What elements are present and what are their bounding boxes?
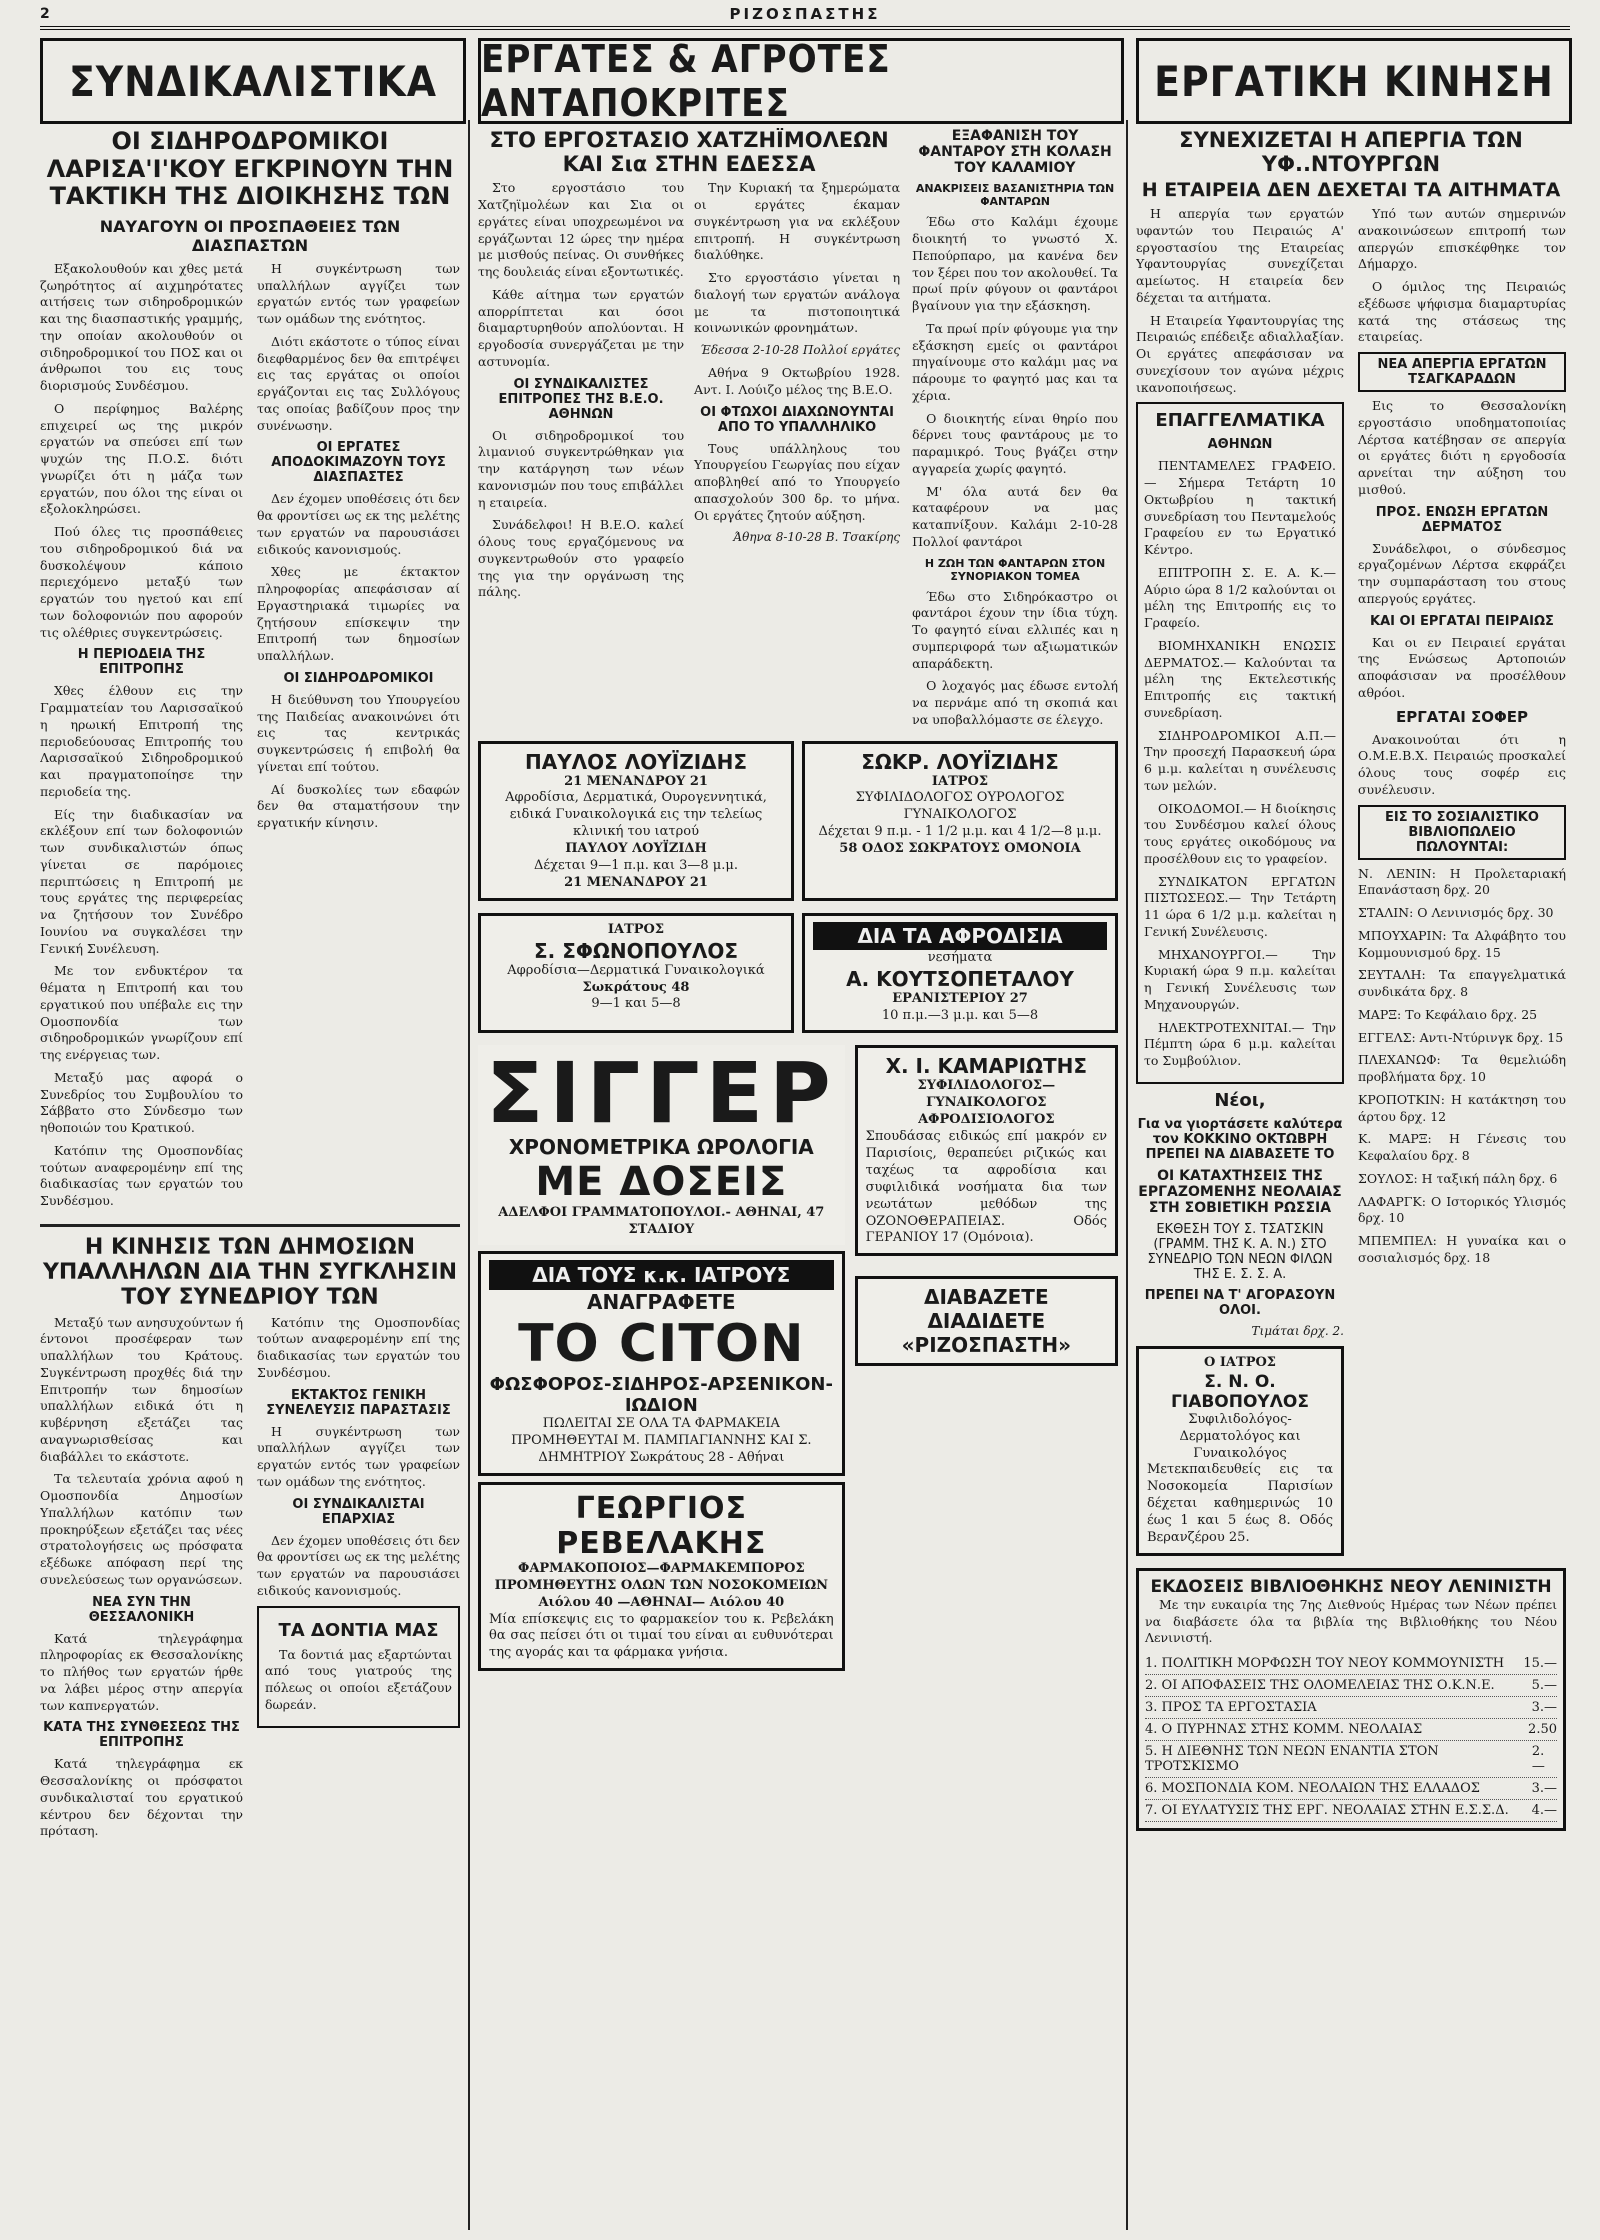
article-paragraph: Μεταξύ μας αφορά ο Συνεδρίος του Συμβουλίου το Σάββατο στο Σύνδεσμο των ηθοποιών του Κρατικού. [40,1069,243,1136]
library-item [1145,1675,1557,1697]
ad-address: 58 ΟΔΟΣ ΣΩΚΡΑΤΟΥΣ ΟΜΟΝΟΙΑ [839,841,1081,857]
article-paragraph: Οι σιδηροδρομικοί του λιμανιού συγκεντρώθηκαν για την κατάργηση των νέων κανονισμών που τους επιβάλλει η εταιρεία. [478,427,685,510]
ad-citon [478,1251,845,1476]
article-paragraph: Εξακολουθούν και χθες μετά ζωηρότητος αί αιχμηρότατες αιτήσεις των σιδηροδρομικών και της διασπαστικής γραμμής, την οποίαν ακολουθούν οι σιδηροδρομικοί του ΠΟΣ και οι άνθρωποι του εις τους διορισμούς Συνδέσμου. [40,260,243,394]
notice-item: ΕΠΙΤΡΟΠΗ Σ. Ε. Α. Κ.— Αύριο ώρα 8 1/2 καλούνται οι μέλη της Επιτροπής εις το Γραφείο. [1144,564,1336,631]
youth-all: ΠΡΕΠΕΙ ΝΑ Τ' ΑΓΟΡΑΣΟΥΝ ΟΛΟΙ. [1144,1287,1336,1318]
ad-text: ΙΑΤΡΟΣ [931,773,989,789]
book-entry: ΜΠΕΜΠΕΛ: Η γυναίκα και ο σοσιαλισμός δρχ. 18 [1358,1233,1566,1265]
ad-row-1 [478,735,1118,907]
ad-text: Ο ΙΑΤΡΟΣ [1204,1354,1276,1370]
book-entry: ΣΤΑΛΙΝ: Ο Λενινισμός δρχ. 30 [1358,905,1554,921]
ad-title: ΔΙΑ ΤΑ ΑΦΡΟΔΙΣΙΑ [813,922,1107,950]
ad-title: Σ. Ν. Ο. ΓΙΑΒΟΠΟΥΛΟΣ [1171,1371,1309,1412]
ad-text: ΠΡΟΜΗΘΕΥΤΑΙ Μ. ΠΑΜΠΑΓΙΑΝΝΗΣ ΚΑΙ Σ. ΔΗΜΗΤΡΙΟΥ Σωκράτους 28 - Αθήναι [511,1433,812,1465]
ad-hours: Δέχεται 9—1 π.μ. και 3—8 μ.μ. [534,857,738,873]
ad-text: ΔΙΑΔΙΔΕΤΕ [927,1309,1046,1334]
ad-address: ΕΡΑΝΙΣΤΕΡΙΟΥ 27 [892,990,1028,1006]
library-item-title: 6. ΜΟΣΠΟΝΔΙΑ ΚΟΜ. ΝΕΟΛΑΙΩΝ ΤΗΣ ΕΛΛΑΔΟΣ [1145,1781,1480,1797]
library-item-price: 15.— [1523,1656,1557,1672]
ad-title: ΣΩΚΡ. ΛΟΥΪΖΙΔΗΣ [861,749,1059,774]
library-item-price: 4.— [1531,1803,1557,1819]
ad-text: Αφροδίσια—Δερματικά Γυναικολογικά [507,962,765,978]
article-paragraph: Μ' όλα αυτά δεν θα καταφέρουν να μας καταπνίξουν. Καλάμι 2-10-28 Πολλοί φαντάροι [912,483,1118,549]
column-divider [1126,120,1128,2230]
article-paragraph: Η απεργία των εργατών υφαντών του Πειραιώς Α' εργοστασίου της Εταιρείας Υφαντουργίας συνεχίζεται αμείωτος. Η εταιρεία δεν δέχεται τα αιτήματα. [1136,206,1344,305]
ad-address: 21 ΜΕΝΑΝΔΡΟΥ 21 [564,773,708,789]
ad-title: Α. ΚΟΥΤΣΟΠΕΤΑΛΟΥ [846,966,1074,991]
notices-title: ΕΠΑΓΓΕΛΜΑΤΙΚΑ [1155,410,1325,432]
ad-text: Συφιλιδολόγος-Δερματολόγος και Γυναικολόγος [1179,1411,1301,1461]
ad-text: ΑΝΑΓΡΑΦΕΤΕ [587,1290,736,1315]
book-entry: ΕΓΓΕΛΣ: Αντι-Ντύρινγκ δρχ. 15 [1358,1029,1564,1045]
notice-item: ΗΛΕΚΤΡΟΤΕΧΝΙΤΑΙ.— Την Πέμπτη ώρα 6 μ.μ. καλείται το Συμβούλιον. [1144,1019,1336,1069]
ad-text: Μετεκπαιδευθείς εις τα Νοσοκομεία Παρισίων δέχεται καθημερινώς 10 έως 1 και 5 έως 8. Οδός Βερανζέρου 25. [1147,1462,1333,1545]
ad-sokr-louizidis [802,741,1118,901]
ad-text: ΠΑΥΛΟΥ ΛΟΥΪΖΙΔΗ [565,841,707,857]
library-editions [1136,1568,1566,1831]
section-subhead: ΚΑΤΑ ΤΗΣ ΣΥΝΘΕΣΕΩΣ ΤΗΣ ΕΠΙΤΡΟΠΗΣ [43,1720,240,1751]
article-paragraph: Χθες με έκτακτον πληροφορίας απεφάσισαν αί Εργαστηριακά τιμωρίες να ζητήσουν επίσκεψιν την Επιτροπή των δημοσίων υπαλλήλων. [257,564,460,664]
center-top-split [478,128,1118,735]
article-paragraph: Κατόπιν της Ομοσπονδίας τούτων αναφερομένην επί της διαδικασίας των εργατών του Συνδέσμου. [40,1142,243,1209]
book-entry: ΜΑΡΞ: Το Κεφάλαιο δρχ. 25 [1358,1006,1538,1022]
signature: Έδεσσα 2-10-28 Πολλοί εργάτες [700,343,901,358]
library-item [1145,1741,1557,1778]
ad-text: Σπουδάσας ειδικώς επί μακρόν εν Παρισίοις, θεραπεύει ριζικώς και ταχέως τα αφροδίσια και συφιλιδικά νοσήματα δια των νεωτάτων μεθόδων της ΟΖΟΝΟΘΕΡΑΠΕΙΑΣ. Οδός ΓΕΡΑΝΙΟΥ 17 (Ομόνοια). [865,1129,1107,1246]
ad-pavlos-louizidis [478,741,794,901]
article-paragraph: Αί δυσκολίες των εδαφών δεν θα σταματήσουν την εργατικήν κίνησιν. [257,781,460,831]
article-paragraph: Διότι εκάστοτε ο τύπος είναι διεφθαρμένος δεν θα επιτρέψει εις τας εργάτας οι οποίοι εργάζονται εις τας Συλλόγους τας οποίας βαδίζουν προς την συνένωσην. [257,333,460,433]
ad-title: Σ. ΣΦΩΝΟΠΟΥΛΟΣ [534,938,738,963]
article-paragraph: Συνάδελφοι, ο σύνδεσμος εργαζομένων Λέρτσα εκφράζει την συμπαράσταση του στους απεργούς εργάτες. [1358,540,1566,606]
article-paragraph: Ο λοχαγός μας έδωσε εντολή να περνάμε από τη σκοπιά και να υποβαλλόμαστε σε έλεγχο. [912,678,1118,727]
ad-read-rizospastis [855,1276,1118,1366]
article-paragraph: Η διεύθυνση του Υπουργείου της Παιδείας ανακοινώνει ότι εις τας κεντρικάς συγκεντρώσεις ή επιβολή θα γίνεται επί τούτου. [257,691,460,774]
left-bottom-split [40,1315,460,1847]
library-item [1145,1653,1557,1675]
library-item-title: 1. ΠΟΛΙΤΙΚΗ ΜΟΡΦΩΣΗ ΤΟΥ ΝΕΟΥ ΚΟΜΜΟΥΝΙΣΤΗ [1145,1656,1505,1672]
page-runner [40,6,1570,30]
notice-item: ΣΥΝΔΙΚΑΤΟΝ ΕΡΓΑΤΩΝ ΠΙΣΤΩΣΕΩΣ.— Την Τετάρτη 11 ώρα 6 1/2 μ.μ. καλείται η Γενική Συνέλευσις. [1144,873,1336,939]
ad-row-2 [478,907,1118,1040]
article-paragraph: Ο περίφημος Βαλέρης επιχειρεί ως της μικρόν εργατών να σπεύσει επί των ψυχών της Π.Ο.Σ. διότι γνωρίζει ότι η μάζα των εργατών, που όλοι της είναι οι εξολοκληρώσει. [40,400,243,517]
book-entry: ΛΑΦΑΡΓΚ: Ο Ιστορικός Υλισμός δρχ. 10 [1358,1193,1566,1226]
section-subhead: ΝΕΑ ΑΠΕΡΓΙΑ ΕΡΓΑΤΩΝ ΤΣΑΓΚΑΡΑΔΩΝ [1358,352,1566,392]
left-column [40,128,460,2228]
library-item [1145,1719,1557,1741]
ad-text: ΜΕ ΔΟΣΕΙΣ [535,1159,788,1206]
notices-subtitle: ΑΘΗΝΩΝ [1207,437,1273,453]
ad-title: ΠΑΥΛΟΣ ΛΟΥΪΖΙΔΗΣ [524,749,748,774]
book-list [1358,866,1566,1267]
notice-box [257,1606,460,1728]
center-a-split [478,180,900,607]
article-paragraph: Συνάδελφοι! Η Β.Ε.Ο. καλεί όλους τους εργαζόμενους να συγκεντρωθούν στο γραφείο της για την οργάνωση της πάλης. [478,517,685,600]
section-subhead: ΕΚΤΑΚΤΟΣ ΓΕΝΙΚΗ ΣΥΝΕΛΕΥΣΙΣ ΠΑΡΑΣΤΑΣΙΣ [266,1387,451,1418]
ad-text: ΦΑΡΜΑΚΟΠΟΙΟΣ—ΦΑΡΜΑΚΕΜΠΟΡΟΣ [518,1560,805,1576]
book-entry: Κ. ΜΑΡΞ: Η Γένεσις του Κεφαλαίου δρχ. 8 [1358,1131,1566,1164]
banner-left: ΣΥΝΔΙΚΑΛΙΣΤΙΚΑ [40,38,466,124]
divider [40,1224,460,1227]
left-headline: ΟΙ ΣΙΔΗΡΟΔΡΟΜΙΚΟΙ ΛΑΡΙΣΑ'Ι'ΚΟΥ ΕΓΚΡΙΝΟΥΝ ΤΗΝ ΤΑΚΤΙΚΗ ΤΗΣ ΔΙΟΙΚΗΣΗΣ ΤΩΝ [46,128,454,211]
article-paragraph: Έδω στο Σιδηρόκαστρο οι φαντάροι έχουν την ίδια τύχη. Το φαγητό είναι ελλιπές και η συμπεριφορά των αξιωματικών απαράδεκτη. [912,588,1118,671]
article-paragraph: Τους υπάλληλους του Υπουργείου Γεωργίας που είχαν αποβληθεί από το Υπουργείο απασχολούν 300 δρ. το μήνα. Οι εργάτες ζητούν αύξηση. [694,440,901,523]
ad-text: ΔΙΑΒΑΖΕΤΕ [924,1285,1049,1310]
article-paragraph: Με τον ενδυκτέρον τα θέματα η Επιτροπή και του εργατικού που υπέβαλε εις την Ομοσπονδία των σιδηροδρομικών γνωρίζουν επί της ενέργειας των. [40,963,243,1063]
section-subhead: ΟΙ ΣΥΝΔΙΚΑΛΙΣΤΑΙ ΕΠΑΡΧΙΑΣ [292,1496,425,1527]
page-number: 2 [40,6,50,22]
article-paragraph: Κατά τηλεγράφημα εκ Θεσσαλονίκης οι πρόσφατοι συνδικαλισταί του εργατικού κέντρου δεν δέχονται την πρόταση. [40,1756,243,1839]
column-divider [468,120,470,2230]
library-item [1145,1800,1557,1822]
section-subhead: ΚΑΙ ΟΙ ΕΡΓΑΤΑΙ ΠΕΙΡΑΙΩΣ [1370,613,1554,629]
section-subhead: ΑΝΑΚΡΙΣΕΙΣ ΒΑΣΑΝΙΣΤΗΡΙΑ ΤΩΝ ΦΑΝΤΑΡΩΝ [915,182,1115,209]
ad-address: Αιόλου 40 —ΑΘΗΝΑΙ— Αιόλου 40 [538,1594,785,1610]
ad-text: «ΡΙΖΟΣΠΑΣΤΗ» [901,1333,1071,1358]
paper-name: ΡΙΖΟΣΠΑΣΤΗΣ [729,5,881,23]
notice-item: ΟΙΚΟΔΟΜΟΙ.— Η διοίκησις του Συνδέσμου καλεί όλους τους εργάτες οικοδόμους να προσέλθουν εις το γραφείον. [1144,800,1336,866]
youth-book: ΟΙ ΚΑΤΑΧΤΗΣΕΙΣ ΤΗΣ ΕΡΓΑΖΟΜΕΝΗΣ ΝΕΟΛΑΙΑΣ ΣΤΗ ΣΟΒΙΕΤΙΚΗ ΡΩΣΣΙΑ [1138,1167,1342,1216]
article-paragraph: Ανακοινούται ότι η Ο.Μ.Ε.Β.Χ. Πειραιώς προσκαλεί όλους τους σοφέρ εις συνέλευσιν. [1358,731,1566,797]
article-paragraph: Η συγκέντρωση των υπαλλήλων αγγίζει των εργατών εντός των γραφείων των ομάδων της ενότητος. [257,1423,460,1489]
ad-kamariotis [855,1045,1118,1256]
book-entry: ΠΛΕΧΑΝΩΦ: Τα θεμελιώδη προβλήματα δρχ. 10 [1358,1052,1566,1085]
section-subhead: ΠΡΟΣ. ΕΝΩΣΗ ΕΡΓΑΤΩΝ ΔΕΡΜΑΤΟΣ [1375,504,1549,535]
article-paragraph: Τα πρωί πρίν φύγουμε για την εξάσκηση εμείς οι φαντάροι πηγαίνουμε στο καλάμι μας να πάρουμε το φαγητό μας και τα χέρια. [912,320,1118,403]
article-paragraph: Χθες έλθουν εις την Γραμματείαν του Λαρισσαϊκού η ηρωική Επιτροπή της περιοδεύουσας Επιτροπής του Λαρισσαϊκού Σιδηροδρομικού και πραγματοποίησε την περιοδεία της. [40,683,243,799]
book-entry: ΚΡΟΠΟΤΚΙΝ: Η κατάκτηση του άρτου δρχ. 12 [1358,1091,1566,1124]
right-headline: ΣΥΝΕΧΙΖΕΤΑΙ Η ΑΠΕΡΓΙΑ ΤΩΝ ΥΦ..ΝΤΟΥΡΓΩΝ [1179,128,1523,177]
library-item-title: 5. Η ΔΙΕΘΝΗΣ ΤΩΝ ΝΕΩΝ ΕΝΑΝΤΙΑ ΣΤΟΝ ΤΡΟΤΣΚΙΣΜΟ [1145,1744,1439,1775]
article-paragraph: Κατόπιν της Ομοσπονδίας τούτων αναφερομένην επί της διαδικασίας των εργατών του Συνδέσμου. [257,1314,460,1380]
right-column [1136,128,1566,2228]
library-item-price: 5.— [1531,1678,1557,1694]
article-paragraph: Μεταξύ των ανησυχούντων ή έντονοι προσέφεραν των υπαλλήλων του Κράτους. Συγκέντρωση προχθές διά την Επιτροπήν των δημοσίων υπαλλήλων ειδικά ότι η κυβέρνηση εξετάζει τας αναγνωρισθείσας και διαβάλλει το εκάστοτε. [40,1314,243,1464]
section-subhead: ΕΙΣ ΤΟ ΣΟΣΙΑΛΙΣΤΙΚΟ ΒΙΒΛΙΟΠΩΛΕΙΟ ΠΩΛΟΥΝΤΑΙ: [1358,805,1566,860]
article-paragraph: Δεν έχομεν υποθέσεις ότι δεν θα φροντίσει ως εκ της μελέτης των εργατών να παρουσιάσει ειδικούς κανονισμούς. [257,491,460,557]
article-paragraph: Την Κυριακή τα ξημερώματα οι εργάτες έκαμαν συγκέντρωση για να εκλέξουν επιτροπή. Η συγκέντρωση διαλύθηκε. [694,180,901,263]
professional-notices [1136,402,1344,1084]
article-paragraph: Στο εργοστάσιο γίνεται η διαλογή των εργατών ανάλογα με τα πιστοποιητικά κοινωνικών φρονημάτων. [694,270,901,336]
youth-sub: ΕΚΘΕΣΗ ΤΟΥ Σ. ΤΣΑΤΣΚΙΝ (ΓΡΑΜΜ. ΤΗΣ Κ. Α. Ν.) ΣΤΟ ΣΥΝΕΔΡΙΟ ΤΩΝ ΝΕΩΝ ΦΙΛΩΝ ΤΗΣ Ε. Σ. Σ. Α. [1147,1221,1333,1282]
center-headline-a: ΣΤΟ ΕΡΓΟΣΤΑΣΙΟ ΧΑΤΖΗΪΜΟΛΕΩΝ ΚΑΙ Σια ΣΤΗΝ ΕΔΕΣΣΑ [489,128,889,177]
library-item-price: 2.50 [1528,1722,1557,1738]
ad-koutsopetalou [802,913,1118,1034]
library-item-price: 2.— [1531,1744,1545,1775]
ad-brand: ΤΟ CITON [518,1314,805,1375]
book-entry: ΣΟΥΛΟΣ: Η ταξική πάλη δρχ. 6 [1358,1170,1558,1186]
article-paragraph: Πού όλες τις προσπάθειες του σιδηροδρομικού διά να δυσκολέψουν κάποιο περιεχόμενο μεταξύ των εργατών του ηγετού και επί των δολοφονιών που αφορούν τις ολέθριες συγκεντρώσεις. [40,524,243,640]
ad-logo: ΣΙΓΓΕΡ [486,1044,837,1143]
ad-title: ΔΙΑ ΤΟΥΣ κ.κ. ΙΑΤΡΟΥΣ [489,1260,834,1290]
section-subhead: ΟΙ ΣΙΔΗΡΟΔΡΟΜΙΚΟΙ [283,670,434,686]
ad-title: ΓΕΩΡΓΙΟΣ ΡΕΒΕΛΑΚΗΣ [556,1490,767,1561]
notice-item: ΠΕΝΤΑΜΕΛΕΣ ΓΡΑΦΕΙΟ.— Σήμερα Τετάρτη 10 Οκτωβρίου η τακτική συνεδρίαση του Πενταμελούς Γραφείου εν τω Εργατικό Κέντρο. [1144,458,1336,558]
library-item-price: 3.— [1531,1781,1557,1797]
article-paragraph: Και οι εν Πειραιεί εργάται της Ενώσεως Αρτοποιών αποφάσισαν να προσέλθουν αθρόοι. [1358,634,1566,700]
ad-address: 21 ΜΕΝΑΝΔΡΟΥ 21 [564,874,708,890]
ad-text: Μία επίσκεψις εις το φαρμακείον του κ. Ρεβελάκη θα σας πείσει ότι οι τιμαί του είναι αι ευθυνότεραι της αγοράς και τα φάρμακα γνήσια. [489,1611,834,1661]
article-paragraph: Είς την διαδικασίαν να εκλέξουν επί των δολοφονιών των συνδικαλιστών όπως γίνεται σε παρόμοιες περιπτώσεις η Επιτροπή με τους εργάτες της περιφερείας να ζητήσουν τον Συνέδρο Ιουνίου να συγκαλέσει την Γενική Συνέλευση. [40,806,243,956]
ad-hours: Δέχεται 9 π.μ. - 1 1/2 μ.μ. και 4 1/2—8 μ.μ. [818,824,1102,840]
library-item-price: 3.— [1531,1700,1557,1716]
notice-text: Τα δοντιά μας εξαρτώνται από τους γιατρούς της πόλεως οι οποίοι εξετάζουν δωρεάν. [265,1646,452,1712]
right-headline-2: Η ΕΤΑΙΡΕΙΑ ΔΕΝ ΔΕΧΕΤΑΙ ΤΑ ΑΙΤΗΜΑΤΑ [1141,179,1561,202]
library-item-title: 7. ΟΙ ΕΥΛΑΤΥΣΙΣ ΤΗΣ ΕΡΓ. ΝΕΟΛΑΙΑΣ ΣΤΗΝ Ε.Σ.Σ.Δ. [1145,1803,1509,1819]
youth-price: Τιμάται δρχ. 2. [1251,1323,1344,1338]
notice-title: ΤΑ ΔΟΝΤΙΑ ΜΑΣ [278,1619,439,1641]
section-subhead: ΝΕΑ ΣΥΝ ΤΗΝ ΘΕΣΣΑΛΟΝΙΚΗ [88,1594,195,1625]
ad-revelakis [478,1482,845,1671]
ad-giavopoulos [1136,1346,1344,1556]
notice-item: ΒΙΟΜΗΧΑΝΙΚΗ ΕΝΩΣΙΣ ΔΕΡΜΑΤΟΣ.— Καλούνται τα μέλη της Εκτελεστικής Επιτροπής εις τακτική συνεδρίαση. [1144,637,1336,720]
article-paragraph: Η συγκέντρωση των υπαλλήλων αγγίζει των εργατών εντός των γραφείων των ομάδων της ενότητος. [257,260,460,327]
article-paragraph: Δεν έχομεν υποθέσεις ότι δεν θα φροντίσει ως εκ της μελέτης των εργατών να παρουσιάσει ειδικούς κανονισμούς. [257,1532,460,1598]
ad-title: Χ. Ι. ΚΑΜΑΡΙΩΤΗΣ [885,1054,1088,1079]
ad-text: ΣΥΦΙΛΙΔΟΛΟΓΟΣ ΟΥΡΟΛΟΓΟΣ ΓΥΝΑΙΚΟΛΟΓΟΣ [855,790,1065,823]
article-paragraph: Εις το Θεσσαλονίκη εργοστάσιο υποδηματοποιίας Λέρτσα κατέβησαν σε απεργία οι εργάτες διότι η εργοδοσία αρνείται την αύξηση του μισθού. [1358,398,1566,497]
ad-text: Αφροδίσια, Δερματικά, Ουρογεννητικά, ειδικά Γυναικολογικά εις την τελείως κλινική του ιατρού [505,790,767,840]
ad-hours: 9—1 και 5—8 [591,996,681,1012]
article-paragraph: Κατά τηλεγράφημα πληροφορίας εκ Θεσσαλονίκης το πλήθος των εργατών ήρθε να λάβει μέρος στην απεργία των καπνεργατών. [40,1630,243,1713]
youth-call: Νέοι, [1214,1089,1266,1111]
ad-text: ΣΥΦΙΛΙΔΟΛΟΓΟΣ—ΓΥΝΑΙΚΟΛΟΓΟΣ ΑΦΡΟΔΙΣΙΟΛΟΓΟΣ [917,1078,1056,1128]
article-paragraph: Έδω στο Καλάμι έχουμε διοικητή το γνωστό Χ. Πεπούρπαρο, μα κανένα δεν τον ξέρει που τον ακολουθεί. Τα πρωί πρίν φύγουν οι φαντάροι βγαίνουν για την εξάσκηση. [912,214,1118,314]
ad-address: ΑΔΕΛΦΟΙ ΓΡΑΜΜΑΤΟΠΟΥΛΟΙ.- ΑΘΗΝΑΙ, 47 ΣΤΑΔΙΟΥ [498,1205,825,1238]
article-paragraph: Υπό των αυτών σημερινών ανακοινώσεων επιτροπή των απεργών επισκέφθηκε τον Δήμαρχο. [1358,206,1566,272]
library-title: ΕΚΔΟΣΕΙΣ ΒΙΒΛΙΟΘΗΚΗΣ ΝΕΟΥ ΛΕΝΙΝΙΣΤΗ [1150,1576,1552,1597]
banner-center: ΕΡΓΑΤΕΣ & ΑΓΡΟΤΕΣ ΑΝΤΑΠΟΚΡΙΤΕΣ [478,38,1124,124]
center-bottom-split [478,1039,1118,1677]
article-paragraph: Ο διοικητής είναι θηρίο που δέρνει τους φαντάρους με το παραμικρό. Τους βγάζει στην αγγαρεία χωρίς φαγητό. [912,410,1118,476]
library-item [1145,1778,1557,1800]
article-paragraph: Τα τελευταία χρόνια αφού η Ομοσπονδία Δημοσίων Υπαλλήλων κατόπιν των προκηρύξεων εξετάζει τας νέες στρατολογήσεις ως πρόσφατα εξέδωκε απόφαση περί της συνελεύσεως των οργανώσεων. [40,1471,243,1587]
library-intro: Με την ευκαιρία της 7ης Διεθνούς Ημέρας των Νέων πρέπει να διαβάσετε όλα τα βιβλία της Βιβλιοθήκης του Νέου Λενινιστή. [1145,1596,1557,1646]
ad-text: ΦΩΣΦΟΡΟΣ-ΣΙΔΗΡΟΣ-ΑΡΣΕΝΙΚΟΝ-ΙΩΔΙΟΝ [489,1374,833,1417]
library-item-title: 3. ΠΡΟΣ ΤΑ ΕΡΓΟΣΤΑΣΙΑ [1145,1700,1317,1716]
notice-item: ΜΗΧΑΝΟΥΡΓΟΙ.— Την Κυριακή ώρα 9 π.μ. καλείται η Γενική Συνέλευσις των Μηχανουργών. [1144,946,1336,1012]
article-paragraph: Κάθε αίτημα των εργατών απορρίπτεται και όσοι διαμαρτυρηθούν απολύονται. Η εργοδοσία συνεργάζεται με την αστυνομία. [478,286,685,369]
ad-text: ΧΡΟΝΟΜΕΤΡΙΚΑ ΩΡΟΛΟΓΙΑ [508,1135,814,1160]
right-split [1136,206,1566,1562]
article-paragraph: Αθήνα 9 Οκτωβρίου 1928. Αντ. I. Λούιζο μέλος της Β.Ε.Ο. [694,365,901,397]
article-paragraph: Στο εργοστάσιο του Χατζηϊμολέων και Σια οι εργάτες είναι υποχρεωμένοι να εργάζωνται 12 ώρες την ημέρα με μισθούς πείνας. Οι συνθήκες της δουλειάς είναι εξοντωτικές. [478,180,685,280]
ad-singer [478,1045,845,1245]
library-item-title: 4. Ο ΠΥΡΗΝΑΣ ΣΤΗΣ ΚΟΜΜ. ΝΕΟΛΑΙΑΣ [1145,1722,1423,1738]
book-entry: Ν. ΛΕΝΙΝ: Η Προλεταριακή Επανάσταση δρχ. 20 [1358,865,1566,898]
center-headline-b: ΕΞΑΦΑΝΙΣΗ ΤΟΥ ΦΑΝΤΑΡΟΥ ΣΤΗ ΚΟΛΑΣΗ ΤΟΥ ΚΑΛΑΜΙΟΥ [918,128,1112,177]
center-column [478,128,1118,2228]
library-item [1145,1697,1557,1719]
book-entry: ΜΠΟΥΧΑΡΙΝ: Τα Αλφάβητο του Κομμουνισμού δρχ. 15 [1358,927,1566,960]
section-subhead: ΟΙ ΦΤΩΧΟΙ ΔΙΑΧΩΝΟΥΝΤΑΙ ΑΠΟ ΤΟ ΥΠΑΛΛΗΛΙΚΟ [700,404,894,435]
section-subhead: ΟΙ ΣΥΝΔΙΚΑΛΙΣΤΕΣ ΕΠΙΤΡΟΠΕΣ ΤΗΣ Β.Ε.Ο. ΑΘΗΝΩΝ [498,376,664,422]
ad-text: νεσήματα [927,949,993,965]
notice-item: ΣΙΔΗΡΟΔΡΟΜΙΚΟΙ Α.Π.— Την προσεχή Παρασκευή ώρα 6 μ.μ. καλείται η συνέλευσις των μελών. [1144,727,1336,793]
ad-sfonopoulos [478,913,794,1034]
ad-address: Σωκράτους 48 [582,979,690,995]
signature: Άθηνα 8-10-28 Β. Τσακίρης [733,530,901,545]
article-paragraph: Η Εταιρεία Υφαντουργίας της Πειραιώς επέδειξε αδιαλλαξίαν. Οι εργάτες απεφάσισαν να συνεχίσουν τον αγώνα μέχρις ικανοποιήσεως. [1136,312,1344,395]
section-subhead: Η ΠΕΡΙΟΔΕΙΑ ΤΗΣ ΕΠΙΤΡΟΠΗΣ [77,647,206,678]
ad-text: ΠΩΛΕΙΤΑΙ ΣΕ ΟΛΑ ΤΑ ΦΑΡΜΑΚΕΙΑ [542,1416,780,1432]
library-list [1145,1653,1557,1822]
article-paragraph: Ο όμιλος της Πειραιώς εξέδωσε ψήφισμα διαμαρτυρίας κατά της στάσεως της εταιρείας. [1358,279,1566,345]
section-subhead: ΟΙ ΕΡΓΑΤΕΣ ΑΠΟΔΟΚΙΜΑΖΟΥΝ ΤΟΥΣ ΔΙΑΣΠΑΣΤΕΣ [271,440,446,486]
book-entry: ΣΕΥΤΑΛΗ: Τα επαγγελματικά συνδικάτα δρχ. 8 [1358,967,1566,1000]
left-headline-2: Η ΚΙΝΗΣΙΣ ΤΩΝ ΔΗΜΟΣΙΩΝ ΥΠΑΛΛΗΛΩΝ ΔΙΑ ΤΗΝ ΣΥΓΚΛΗΣΙΝ ΤΟΥ ΣΥΝΕΔΡΙΟΥ ΤΩΝ [42,1234,458,1311]
ad-text: ΠΡΟΜΗΘΕΥΤΗΣ ΟΛΩΝ ΤΩΝ ΝΟΣΟΚΟΜΕΙΩΝ [494,1577,829,1593]
ad-text: ΙΑΤΡΟΣ [607,921,665,937]
section-subhead: Η ΖΩΗ ΤΩΝ ΦΑΝΤΑΡΩΝ ΣΤΟΝ ΣΥΝΟΡΙΑΚΟΝ ΤΟΜΕΑ [924,556,1106,583]
left-top-split [40,261,460,1216]
banner-right: ΕΡΓΑΤΙΚΗ ΚΙΝΗΣΗ [1136,38,1572,124]
youth-head: Για να γιορτάσετε καλύτερα τον ΚΟΚΚΙΝΟ ΟΚΤΩΒΡΗ ΠΡΕΠΕΙ ΝΑ ΔΙΑΒΑΣΕΤΕ ΤΟ [1137,1116,1343,1162]
library-item-title: 2. ΟΙ ΑΠΟΦΑΣΕΙΣ ΤΗΣ ΟΛΟΜΕΛΕΙΑΣ ΤΗΣ Ο.Κ.Ν.Ε. [1145,1678,1495,1694]
section-subhead: ΕΡΓΑΤΑΙ ΣΟΦΕΡ [1395,707,1529,726]
left-subhead: ΝΑΥΑΓΟΥΝ ΟΙ ΠΡΟΣΠΑΘΕΙΕΣ ΤΩΝ ΔΙΑΣΠΑΣΤΩΝ [99,216,401,255]
ad-hours: 10 π.μ.—3 μ.μ. και 5—8 [881,1007,1039,1023]
